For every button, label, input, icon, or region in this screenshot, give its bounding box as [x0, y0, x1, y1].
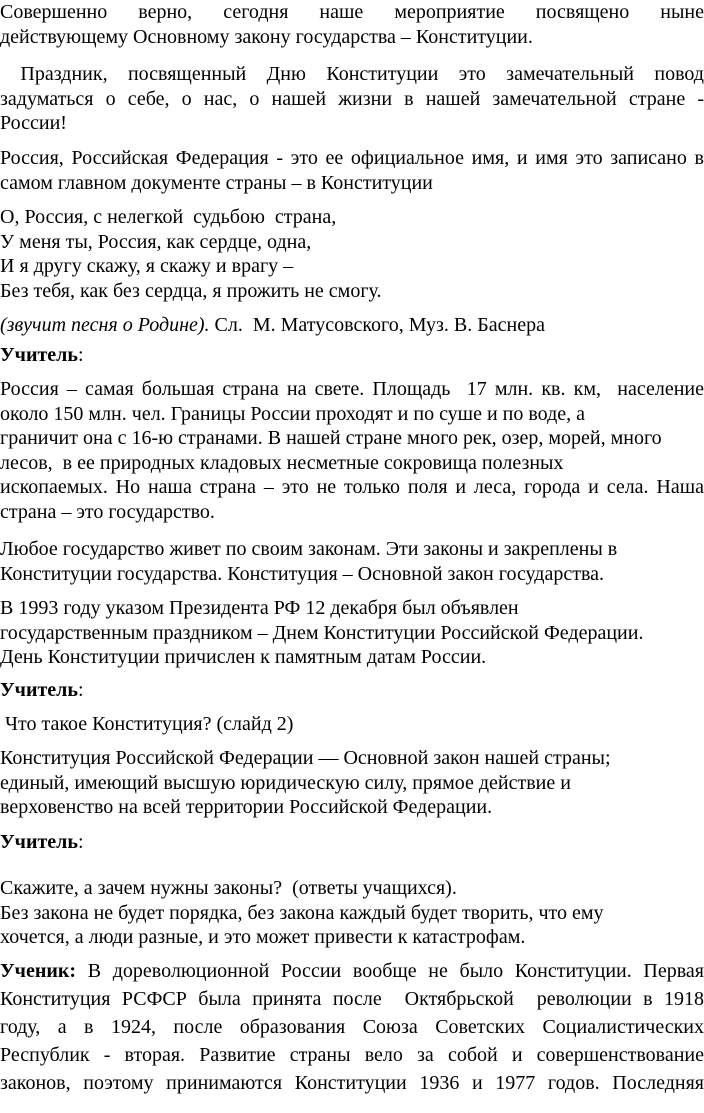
speaker-label: Учитель — [0, 344, 78, 366]
text-line: День Конституции причислен к памятным датам России. — [0, 646, 487, 668]
text-line — [0, 313, 704, 338]
text-line: законов, поэтому принимаются Конституции 1936 и 1977 годов. Последняя — [0, 1072, 704, 1094]
text-line: Россия – самая большая страна на свете. Площадь 17 млн. кв. км, население — [0, 378, 704, 400]
speaker-label: Учитель — [0, 679, 78, 701]
text-line: Республик - вторая. Развитие страны вело за собой и совершенствование — [0, 1044, 704, 1066]
text-line: Конституция РСФСР была принята после Октябрьской революции в 1918 — [0, 988, 704, 1010]
text-line — [0, 678, 704, 703]
text-line: Что такое Конституция? (слайд 2) — [0, 713, 294, 735]
poem-line: И я другу скажу, я скажу и врагу – — [0, 255, 294, 277]
speaker-colon: : — [77, 344, 84, 366]
poem-line: О, Россия, с нелегкой судьбою страна, — [0, 206, 337, 228]
text-line: самом главном документе страны – в Конституции — [0, 171, 433, 194]
paragraph-russia-name — [0, 146, 704, 195]
song-credits: Сл. М. Матусовского, Муз. В. Баснера — [209, 314, 545, 336]
poem — [0, 205, 704, 303]
poem-line: Без тебя, как без сердца, я прожить не смогу. — [0, 279, 382, 302]
paragraph-state-laws — [0, 537, 704, 586]
paragraph-constitution-definition — [0, 746, 704, 820]
text-line: ископаемых. Но наша страна – это не только поля и леса, города и села. Наша — [0, 476, 704, 498]
text-line — [0, 830, 704, 855]
question — [0, 712, 704, 737]
song-note-italic: (звучит песня о Родине). — [0, 314, 210, 336]
text-line: задуматься о себе, о нас, о нашей жизни в нашей замечательной стране - — [0, 87, 704, 110]
speaker-teacher — [0, 343, 704, 368]
text-line: государственным праздником – Днем Конституции Российской Федерации. — [0, 621, 644, 644]
text-line: Без закона не будет порядка, без закона каждый будет творить, что ему — [0, 901, 604, 924]
text-span: В дореволюционной России вообще не было Конституции. Первая — [76, 960, 704, 982]
text-line: Конституции государства. Конституция – Основной закон государства. — [0, 562, 605, 585]
paragraph-russia-facts — [0, 377, 704, 524]
paragraph-holiday — [0, 62, 704, 136]
paragraph-intro — [0, 0, 704, 49]
text-line: Россия, Российская Федерация - это ее официальное имя, и имя это записано в — [0, 147, 704, 169]
paragraph-1993 — [0, 596, 704, 670]
text-line: действующему Основному закону государства – Конституции. — [0, 25, 533, 48]
speaker-colon: : — [77, 831, 84, 853]
text-line: Конституция Российской Федерации — Основной закон нашей страны; — [0, 747, 611, 769]
text-line: около 150 млн. чел. Границы России проходят и по суше и по воде, а — [0, 402, 586, 425]
speaker-teacher — [0, 678, 704, 703]
text-line: В 1993 году указом Президента РФ 12 декабря был объявлен — [0, 597, 519, 619]
text-line — [0, 957, 704, 985]
text-line: единый, имеющий высшую юридическую силу, прямое действие и — [0, 771, 571, 794]
text-line: граничит она с 16-ю странами. В нашей стране много рек, озер, морей, много — [0, 427, 662, 449]
song-note — [0, 313, 704, 338]
text-line: Любое государство живет по своим законам. Эти законы и закреплены в — [0, 538, 618, 560]
text-line: Совершенно верно, сегодня наше мероприятие посвящено ныне — [0, 1, 704, 23]
poem-line: У меня ты, Россия, как сердце, одна, — [0, 230, 312, 253]
speaker-label: Учитель — [0, 831, 78, 853]
text-line: России! — [0, 112, 67, 134]
text-line: лесов, в ее природных кладовых несметные сокровища полезных — [0, 451, 564, 474]
text-line: Скажите, а зачем нужны законы? (ответы учащихся). — [0, 877, 457, 899]
text-line: Праздник, посвященный Дню Конституции это замечательный повод — [0, 63, 704, 85]
text-line: страна – это государство. — [0, 500, 215, 523]
speaker-colon: : — [77, 679, 84, 701]
text-line: году, а в 1924, после образования Союза Советских Социалистических — [0, 1016, 704, 1038]
text-line: верховенство на всей территории Российской Федерации. — [0, 796, 493, 818]
speaker-label: Ученик: — [0, 960, 77, 982]
text-line: хочется, а люди разные, и это может привести к катастрофам. — [0, 926, 526, 948]
paragraph-student — [0, 957, 704, 1097]
text-line — [0, 343, 704, 368]
speaker-teacher — [0, 830, 704, 855]
paragraph-why-laws — [0, 876, 704, 950]
